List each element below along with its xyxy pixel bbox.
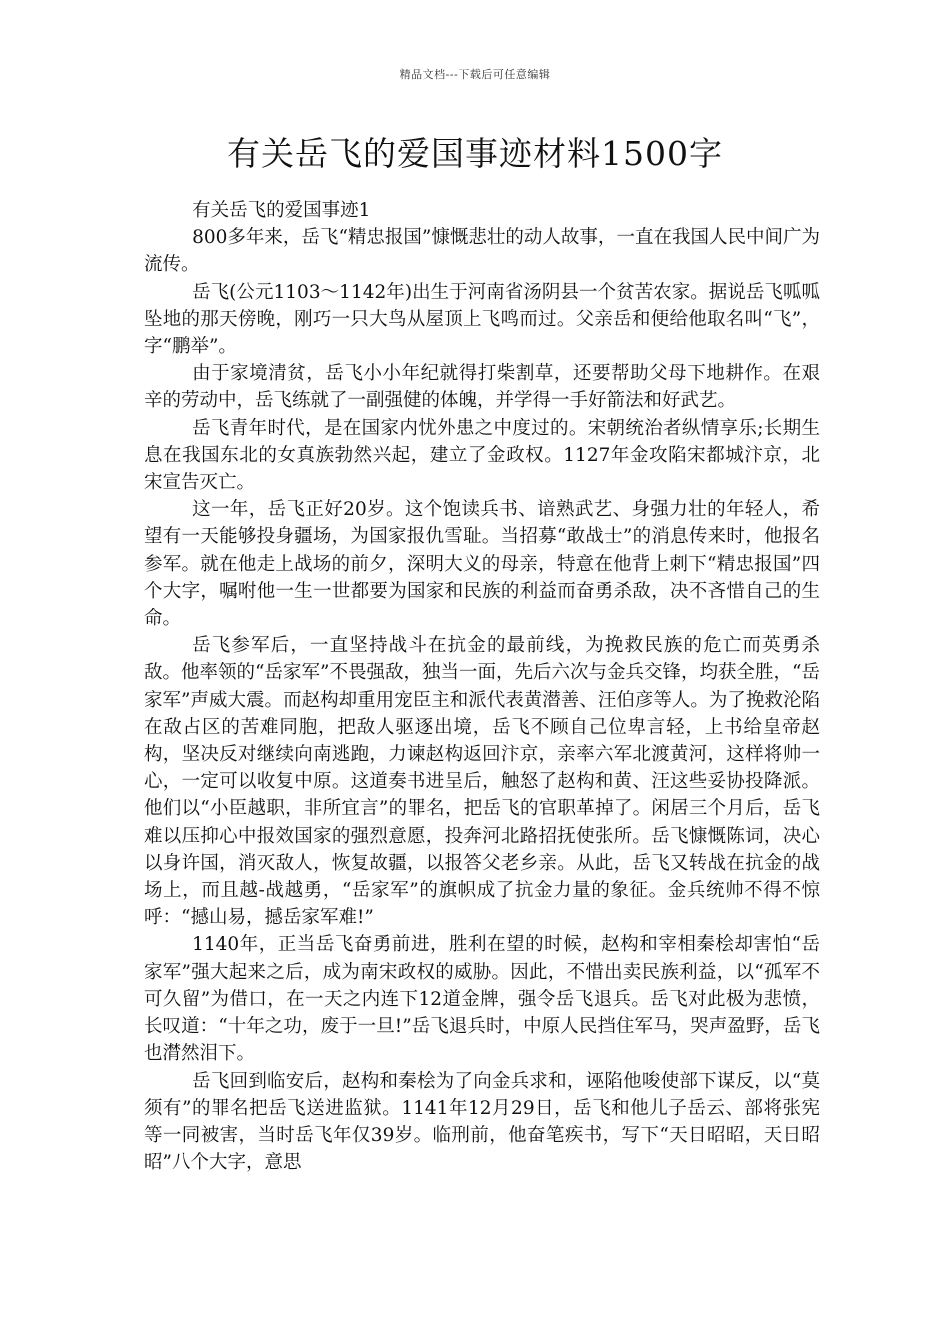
header-note: 精品文档---下载后可任意编辑 [399,68,551,81]
paragraph: 800多年来，岳飞“精忠报国”慷慨悲壮的动人故事，一直在我国人民中间广为流传。 [144,227,820,276]
paragraph-subheading: 有关岳飞的爱国事迹1 [192,200,371,221]
paragraph: 岳飞青年时代，是在国家内忧外患之中度过的。宋朝统治者纵情享乐;长期生息在我国东北的女真族勃然兴起，建立了金政权。1127年金攻陷宋都城汴京，北宋宣告灭亡。 [144,417,820,494]
paragraph: 岳飞(公元1103～1142年)出生于河南省汤阴县一个贫苦农家。据说岳飞呱呱坠地的那天傍晚，刚巧一只大鸟从屋顶上飞鸣而过。父亲岳和便给他取名叫“飞”，字“鹏举”。 [144,281,820,358]
paragraph: 1140年，正当岳飞奋勇前进，胜利在望的时候，赵构和宰相秦桧却害怕“岳家军”强大起来之后，成为南宋政权的威胁。因此，不惜出卖民族利益，以“孤军不可久留”为借口，在一天之内连下12道金牌，强令岳飞退兵。岳飞对此极为悲愤，长叹道：“十年之功，废于一旦!”岳飞退兵时，中原人民挡住军马，哭声盈野，岳飞也潸然泪下。 [144,934,820,1065]
paragraph: 由于家境清贫，岳飞小小年纪就得打柴割草，还要帮助父母下地耕作。在艰辛的劳动中，岳飞练就了一副强健的体魄，并学得一手好箭法和好武艺。 [144,363,820,412]
document-title: 有关岳飞的爱国事迹材料1500字 [227,134,723,173]
paragraph: 岳飞回到临安后，赵构和秦桧为了向金兵求和，诬陷他唆使部下谋反，以“莫须有”的罪名把岳飞送进监狱。1141年12月29日，岳飞和他儿子岳云、部将张宪等一同被害，当时岳飞年仅39岁。临刑前，他奋笔疾书，写下“天日昭昭，天日昭昭”八个大字，意思 [144,1070,820,1174]
paragraph: 岳飞参军后，一直坚持战斗在抗金的最前线，为挽救民族的危亡而英勇杀敌。他率领的“岳家军”不畏强敌，独当一面，先后六次与金兵交锋，均获全胜，“岳家军”声威大震。而赵构却重用宠臣主和派代表黄潜善、汪伯彦等人。为了挽救沦陷在敌占区的苦难同胞，把敌人驱逐出境，岳飞不顾自己位卑言轻，上书给皇帝赵构，坚决反对继续向南逃跑，力谏赵构返回汴京，亲率六军北渡黄河，这样将帅一心，一定可以收复中原。这道奏书进呈后，触怒了赵构和黄、汪这些妥协投降派。他们以“小臣越职，非所宜言”的罪名，把岳飞的官职革掉了。闲居三个月后，岳飞难以压抑心中报效国家的强烈意愿，投奔河北路招抚使张所。岳飞慷慨陈词，决心以身许国，消灭敌人，恢复故疆，以报答父老乡亲。从此，岳飞又转战在抗金的战场上，而且越-战越勇，“岳家军”的旗帜成了抗金力量的象征。金兵统帅不得不惊呼：“撼山易，撼岳家军难!” [144,635,820,929]
document-body [144,197,820,1176]
paragraph: 这一年，岳飞正好20岁。这个饱读兵书、谙熟武艺、身强力壮的年轻人，希望有一天能够投身疆场，为国家报仇雪耻。当招募“敢战士”的消息传来时，他报名参军。就在他走上战场的前夕，深明大义的母亲，特意在他背上刺下“精忠报国”四个大字，嘱咐他一生一世都要为国家和民族的利益而奋勇杀敌，决不吝惜自己的生命。 [144,499,820,630]
